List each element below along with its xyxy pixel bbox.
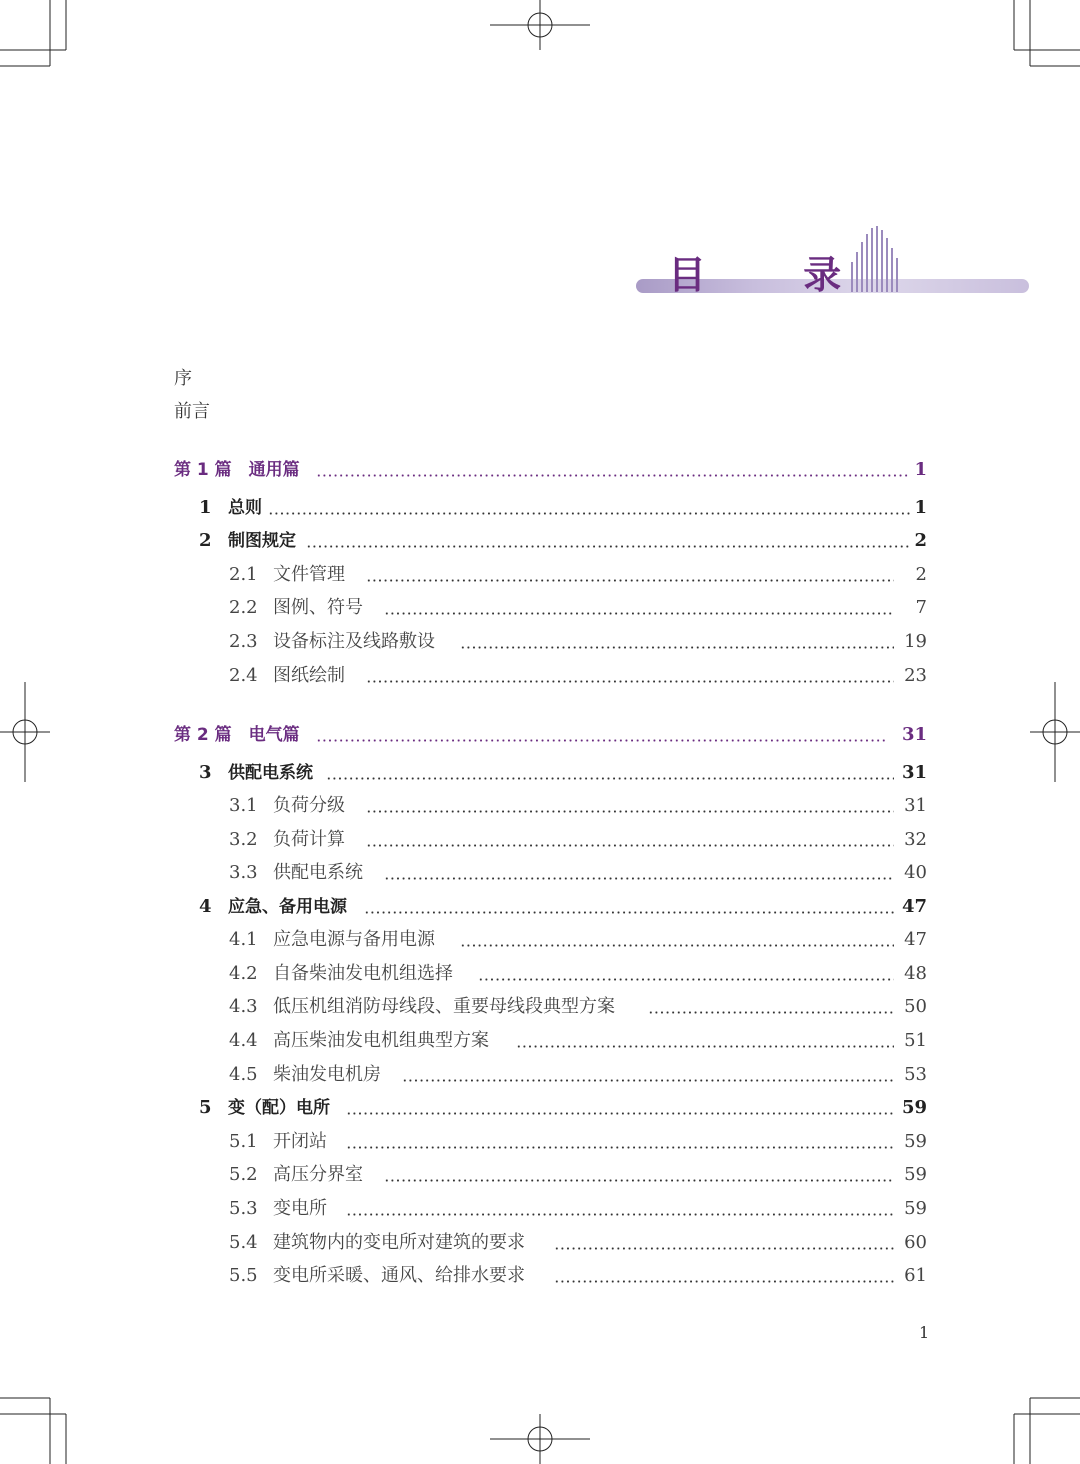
leader-dots	[346, 1213, 894, 1216]
leader-dots	[366, 680, 894, 683]
toc-section-title: 柴油发电机房	[273, 1064, 381, 1085]
leader-dots	[554, 1247, 894, 1250]
toc-page-number: 60	[904, 1232, 927, 1253]
toc-page-number: 2	[914, 530, 927, 551]
leader-dots	[460, 944, 894, 947]
toc-section-title: 应急电源与备用电源	[273, 929, 435, 950]
toc-page-number: 59	[904, 1164, 927, 1185]
toc-section-number: 2.2	[229, 597, 258, 618]
toc-section-entry[interactable]	[0, 992, 1080, 1022]
toc-page-number: 2	[915, 564, 927, 585]
toc-section-number: 4.3	[229, 996, 258, 1017]
toc-chapter-entry[interactable]	[0, 526, 1080, 556]
toc-page-number: 47	[901, 896, 927, 917]
leader-dots	[366, 810, 894, 813]
toc-section-entry[interactable]	[0, 825, 1080, 855]
toc-chapter-title: 应急、备用电源	[228, 897, 347, 917]
toc-section-title: 文件管理	[273, 564, 345, 585]
toc-chapter-title: 供配电系统	[228, 763, 313, 783]
leader-dots	[326, 777, 894, 780]
toc-section-entry[interactable]	[0, 1160, 1080, 1190]
leader-dots	[306, 545, 910, 548]
toc-chapter-entry[interactable]	[0, 493, 1080, 523]
toc-page-number: 40	[904, 862, 927, 883]
toc-section-title: 开闭站	[273, 1131, 327, 1152]
leader-dots	[384, 877, 894, 880]
leader-dots	[316, 739, 888, 742]
toc-section-entry[interactable]	[0, 1060, 1080, 1090]
toc-section-number: 5.3	[229, 1198, 258, 1219]
toc-page-number: 32	[904, 829, 927, 850]
toc-section-number: 4.4	[229, 1030, 258, 1051]
toc-chapter-number: 5	[199, 1097, 212, 1118]
toc-section-entry[interactable]	[0, 858, 1080, 888]
front-matter-label: 序	[174, 368, 192, 389]
toc-part-title: 第 2 篇 电气篇	[174, 725, 300, 745]
toc-section-entry[interactable]	[0, 1026, 1080, 1056]
leader-dots	[478, 978, 894, 981]
toc-section-entry[interactable]	[0, 791, 1080, 821]
toc-section-entry[interactable]	[0, 560, 1080, 590]
toc-section-title: 变电所	[273, 1198, 327, 1219]
toc-chapter-entry[interactable]	[0, 758, 1080, 788]
toc-page-number: 31	[904, 795, 927, 816]
leader-dots	[366, 579, 894, 582]
front-matter-label: 前言	[174, 401, 210, 422]
toc-chapter-number: 2	[199, 530, 212, 551]
toc-page-number: 31	[901, 762, 927, 783]
toc-page-number: 59	[904, 1198, 927, 1219]
page-folio-number: 1	[919, 1323, 930, 1342]
leader-dots	[516, 1045, 894, 1048]
toc-part-entry[interactable]	[0, 455, 1080, 485]
leader-dots	[346, 1112, 894, 1115]
toc-chapter-number: 1	[199, 497, 212, 518]
toc-section-entry[interactable]	[0, 627, 1080, 657]
toc-page-number: 59	[901, 1097, 927, 1118]
toc-section-number: 4.2	[229, 963, 258, 984]
toc-page-number: 31	[901, 724, 927, 745]
toc-chapter-title: 总则	[228, 498, 262, 518]
toc-section-number: 5.5	[229, 1265, 258, 1286]
toc-page-number: 1	[914, 497, 927, 518]
leader-dots	[364, 911, 894, 914]
toc-section-number: 3.3	[229, 862, 258, 883]
toc-part-entry[interactable]	[0, 720, 1080, 750]
toc-chapter-title: 变（配）电所	[228, 1098, 330, 1118]
leader-dots	[384, 612, 894, 615]
toc-page-number: 50	[904, 996, 927, 1017]
toc-section-number: 5.4	[229, 1232, 258, 1253]
toc-page-number: 7	[915, 597, 927, 618]
toc-section-entry[interactable]	[0, 959, 1080, 989]
toc-section-title: 负荷计算	[273, 829, 345, 850]
toc-section-entry[interactable]	[0, 1194, 1080, 1224]
toc-page-number: 51	[904, 1030, 927, 1051]
toc-chapter-title: 制图规定	[228, 531, 296, 551]
leader-dots	[384, 1179, 894, 1182]
front-matter-foreword[interactable]	[0, 397, 1080, 427]
toc-section-number: 4.5	[229, 1064, 258, 1085]
toc-chapter-entry[interactable]	[0, 1093, 1080, 1123]
toc-page-number: 59	[904, 1131, 927, 1152]
toc-page-number: 47	[904, 929, 927, 950]
toc-section-entry[interactable]	[0, 593, 1080, 623]
toc-section-entry[interactable]	[0, 1127, 1080, 1157]
toc-page-number: 53	[904, 1064, 927, 1085]
toc-section-number: 3.2	[229, 829, 258, 850]
toc-section-title: 供配电系统	[273, 862, 363, 883]
leader-dots	[648, 1011, 894, 1014]
toc-section-number: 2.1	[229, 564, 258, 585]
toc-section-number: 3.1	[229, 795, 258, 816]
leader-dots	[316, 474, 909, 477]
toc-page-number: 48	[904, 963, 927, 984]
leader-dots	[346, 1146, 894, 1149]
leader-dots	[366, 844, 894, 847]
toc-section-title: 高压柴油发电机组典型方案	[273, 1030, 489, 1051]
toc-page-number: 23	[904, 665, 927, 686]
leader-dots	[268, 512, 910, 515]
toc-section-entry[interactable]	[0, 661, 1080, 691]
toc-section-title: 图纸绘制	[273, 665, 345, 686]
toc-page-number: 1	[914, 459, 927, 480]
toc-section-number: 5.1	[229, 1131, 258, 1152]
toc-chapter-entry[interactable]	[0, 892, 1080, 922]
toc-section-title: 建筑物内的变电所对建筑的要求	[273, 1232, 525, 1253]
page-title: 目 录	[668, 253, 884, 297]
leader-dots	[460, 646, 894, 649]
front-matter-preface[interactable]	[0, 364, 1080, 394]
toc-section-entry[interactable]	[0, 1261, 1080, 1291]
toc-section-title: 图例、符号	[273, 597, 363, 618]
toc-section-entry[interactable]	[0, 1228, 1080, 1258]
leader-dots	[402, 1079, 894, 1082]
toc-page-number: 61	[904, 1265, 927, 1286]
toc-part-title: 第 1 篇 通用篇	[174, 460, 300, 480]
toc-section-title: 设备标注及线路敷设	[273, 631, 435, 652]
toc-section-number: 2.3	[229, 631, 258, 652]
toc-section-number: 2.4	[229, 665, 258, 686]
leader-dots	[554, 1280, 894, 1283]
toc-section-number: 4.1	[229, 929, 258, 950]
toc-section-title: 负荷分级	[273, 795, 345, 816]
toc-page-number: 19	[904, 631, 927, 652]
toc-section-entry[interactable]	[0, 925, 1080, 955]
toc-section-title: 变电所采暖、通风、给排水要求	[273, 1265, 525, 1286]
toc-chapter-number: 3	[199, 762, 212, 783]
toc-section-title: 自备柴油发电机组选择	[273, 963, 453, 984]
toc-section-title: 高压分界室	[273, 1164, 363, 1185]
toc-chapter-number: 4	[199, 896, 212, 917]
toc-section-number: 5.2	[229, 1164, 258, 1185]
toc-section-title: 低压机组消防母线段、重要母线段典型方案	[273, 996, 615, 1017]
